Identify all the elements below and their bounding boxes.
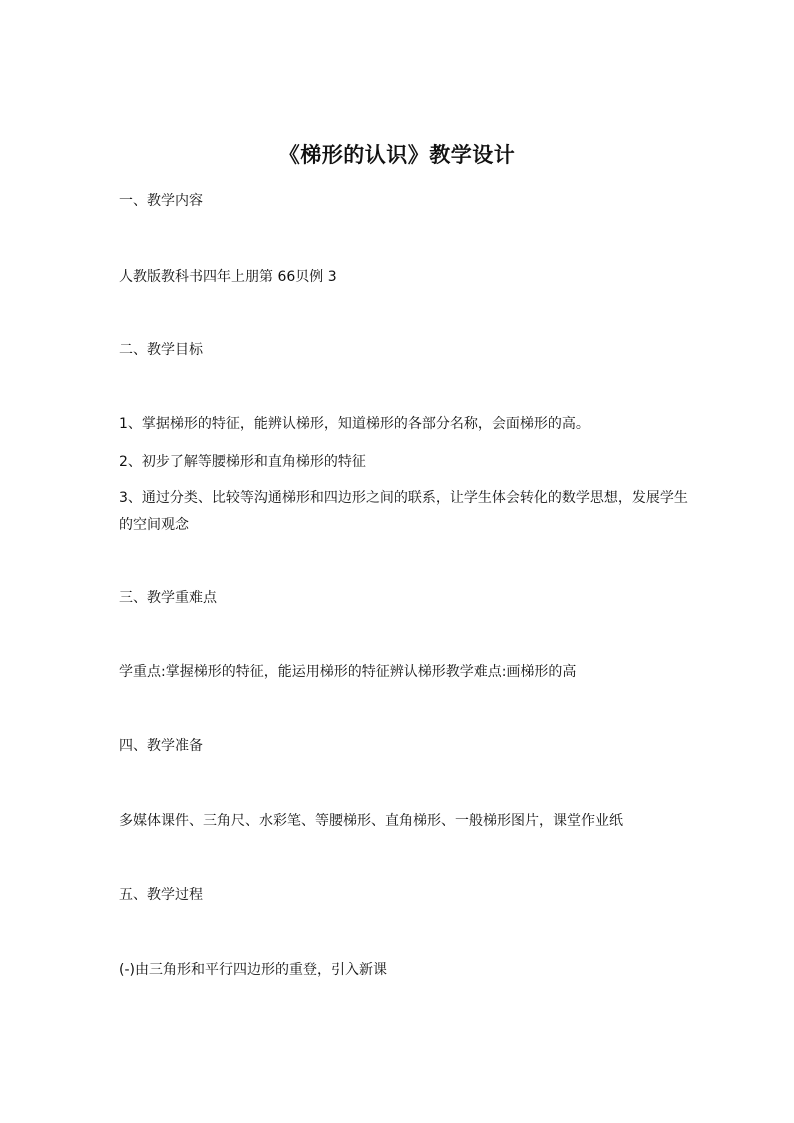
section-heading-preparation: 四、教学准备 [119, 738, 203, 754]
content-text: 人教版教科书四年上朋第 66贝例 3 [119, 269, 337, 285]
key-points-text: 学重点:掌握梯形的特征，能运用梯形的特征辨认梯形教学难点:画梯形的高 [119, 664, 577, 680]
section-heading-goals: 二、教学目标 [119, 342, 203, 358]
goal-item-1: 1、掌据梯形的特征，能辨认梯形，知道梯形的各部分名称，会面梯形的高。 [119, 416, 590, 432]
section-heading-process: 五、教学过程 [119, 887, 203, 903]
process-step-1: (-)由三角形和平行四边形的重登，引入新课 [119, 962, 387, 978]
section-heading-content: 一、教学内容 [119, 193, 203, 209]
goal-item-2: 2、初步了解等腰梯形和直角梯形的特征 [119, 454, 366, 470]
document-title: 《梯形的认识》教学设计 [278, 143, 516, 167]
section-heading-key-points: 三、教学重难点 [119, 590, 217, 606]
goal-item-3: 3、通过分类、比较等沟通梯形和四边形之间的联系，让学生体会转化的数学思想，发展学生的空间观念 [119, 490, 688, 533]
preparation-text: 多媒体课件、三角尺、水彩笔、等腰梯形、直角梯形、一般梯形图片，课堂作业纸 [119, 813, 623, 829]
